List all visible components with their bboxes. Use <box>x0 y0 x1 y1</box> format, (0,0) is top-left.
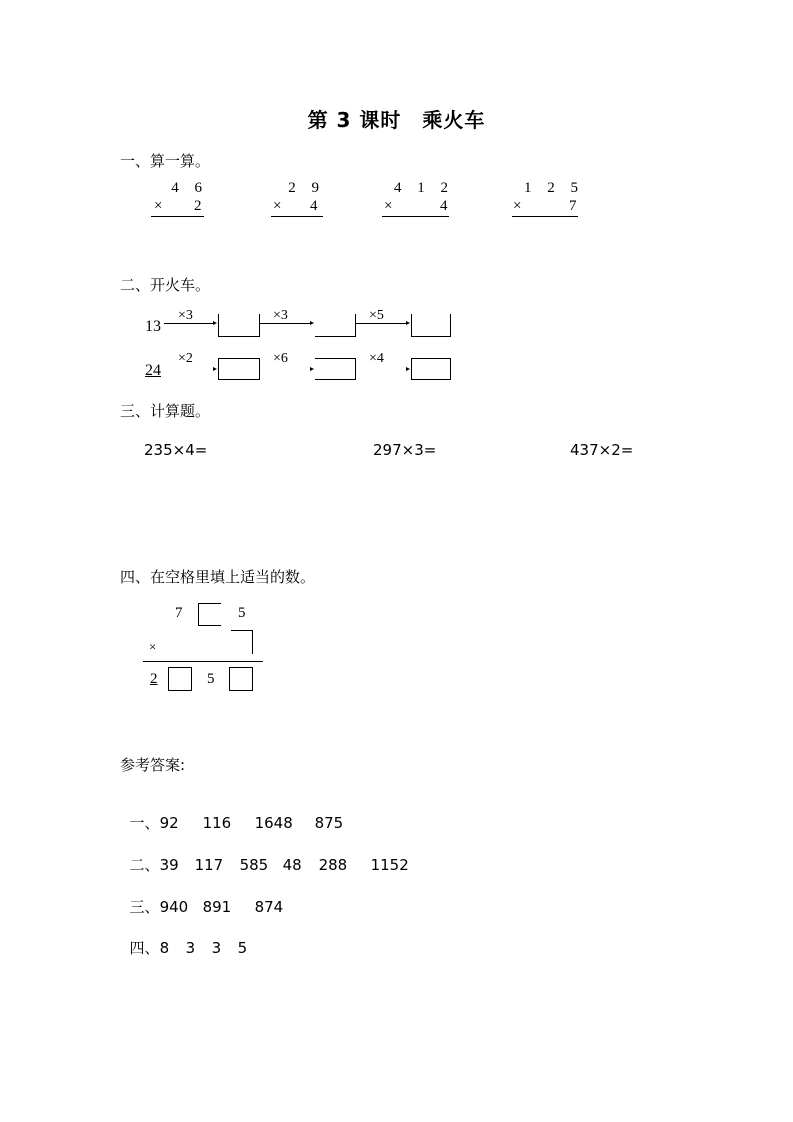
answer-box[interactable] <box>218 358 260 380</box>
blank-box[interactable] <box>168 667 192 691</box>
arrow-head-icon <box>213 367 217 371</box>
top-digit: 7 <box>175 605 183 621</box>
multiplicand: 2 9 <box>288 180 325 196</box>
answer-value: 117 <box>194 856 224 874</box>
arrow-line <box>164 323 214 324</box>
answer-prefix: 二、 <box>129 856 160 874</box>
answer-value: 3 <box>211 939 222 957</box>
answer-line-4 <box>120 919 247 958</box>
result-digit: 5 <box>207 671 215 687</box>
page-title: 第 3 课时 乘火车 <box>307 108 486 132</box>
blank-box[interactable] <box>229 667 253 691</box>
answer-value: 875 <box>314 814 344 832</box>
answer-value: 585 <box>239 856 269 874</box>
answer-value: 288 <box>318 856 348 874</box>
answer-line-2 <box>120 836 409 875</box>
answer-box[interactable] <box>411 358 451 380</box>
multiply-sign: × <box>273 198 282 214</box>
answer-line-3 <box>120 878 283 917</box>
multiplicand: 4 6 <box>171 180 208 196</box>
answer-line-1 <box>120 794 343 833</box>
arrow-head-icon <box>310 367 314 371</box>
blank-box[interactable] <box>198 603 221 626</box>
train-op-label: ×6 <box>273 351 288 366</box>
answers-heading: 参考答案: <box>120 756 186 774</box>
answer-box[interactable] <box>218 314 260 337</box>
answer-value: 39 <box>159 856 179 874</box>
section-1-heading: 一、算一算。 <box>120 152 211 170</box>
section-4-heading: 四、在空格里填上适当的数。 <box>120 568 316 586</box>
answer-prefix: 三、 <box>129 898 160 916</box>
train-op-label: ×3 <box>178 308 193 323</box>
multiplier: 4 <box>440 198 448 214</box>
section-3-heading: 三、计算题。 <box>120 402 211 420</box>
top-digit: 5 <box>238 605 246 621</box>
underline <box>151 216 204 217</box>
multiplicand: 4 1 2 <box>394 180 454 196</box>
arrow-head-icon <box>213 321 217 325</box>
answer-value: 940 <box>159 898 189 916</box>
multiply-sign: × <box>513 198 522 214</box>
arrow-head-icon <box>310 321 314 325</box>
underline <box>512 216 578 217</box>
multiplicand: 1 2 5 <box>524 180 584 196</box>
train-op-label: ×2 <box>178 351 193 366</box>
answer-value: 874 <box>254 898 284 916</box>
arrow-head-icon <box>406 367 410 371</box>
calc-problem-1: 235×4= <box>144 441 208 459</box>
arrow-line <box>356 323 406 324</box>
result-digit: 2 <box>150 671 158 687</box>
section-2-heading: 二、开火车。 <box>120 276 211 294</box>
underline <box>271 216 323 217</box>
arrow-line <box>260 323 310 324</box>
answer-box[interactable] <box>315 314 356 337</box>
train-start-number: 24 <box>145 362 161 379</box>
train-op-label: ×5 <box>369 308 384 323</box>
underline <box>382 216 449 217</box>
answer-value: 3 <box>185 939 196 957</box>
answer-value: 116 <box>202 814 232 832</box>
arrow-head-icon <box>406 321 410 325</box>
multiply-sign: × <box>149 639 157 654</box>
answer-value: 1152 <box>370 856 409 874</box>
answer-value: 891 <box>202 898 232 916</box>
answer-box[interactable] <box>411 314 451 337</box>
multiplier: 2 <box>194 198 202 214</box>
multiplier: 4 <box>310 198 318 214</box>
answer-value: 48 <box>282 856 302 874</box>
answer-prefix: 一、 <box>129 814 160 832</box>
multiplier: 7 <box>569 198 577 214</box>
calc-problem-3: 437×2= <box>570 441 634 459</box>
train-op-label: ×3 <box>273 308 288 323</box>
answer-value: 8 <box>159 939 170 957</box>
train-op-label: ×4 <box>369 351 384 366</box>
calc-problem-2: 297×3= <box>373 441 437 459</box>
multiply-sign: × <box>384 198 393 214</box>
answer-value: 5 <box>237 939 248 957</box>
answer-value: 92 <box>159 814 179 832</box>
answer-prefix: 四、 <box>129 939 160 957</box>
answer-value: 1648 <box>254 814 293 832</box>
answer-box[interactable] <box>315 358 356 380</box>
multiply-sign: × <box>154 198 163 214</box>
blank-box[interactable] <box>231 630 253 654</box>
train-start-number: 13 <box>145 318 161 335</box>
product-line <box>143 661 263 662</box>
